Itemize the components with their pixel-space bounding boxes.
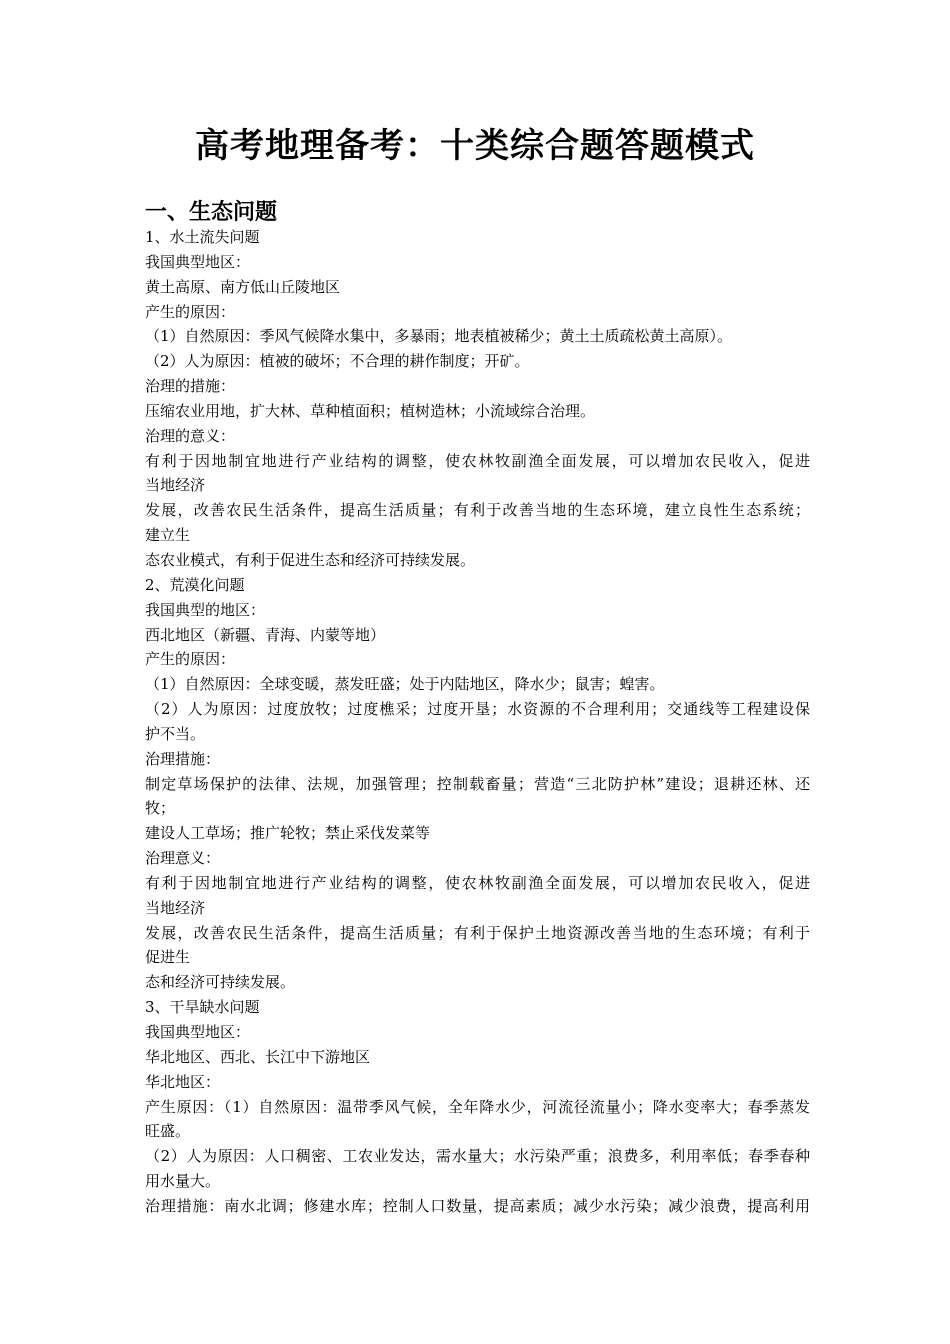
text-line: 态和经济可持续发展。 xyxy=(145,973,296,992)
text-line: 产生的原因： xyxy=(145,302,236,321)
text-line: 我国典型地区： xyxy=(145,252,251,271)
text-line: 治理意义： xyxy=(145,849,221,868)
text-line: 建立生 xyxy=(145,526,191,545)
text-line: 发展，改善农民生活条件，提高生活质量；有利于改善当地的生态环境，建立良性生态系统； xyxy=(145,501,810,520)
text-line: 当地经济 xyxy=(145,898,206,917)
text-line: 有利于因地制宜地进行产业结构的调整，使农林牧副渔全面发展，可以增加农民收入，促进 xyxy=(145,873,810,892)
text-line: 华北地区： xyxy=(145,1072,221,1091)
text-line: 1、水土流失问题 xyxy=(145,228,260,246)
text-line: 2、荒漠化问题 xyxy=(145,575,245,594)
text-line: 华北地区、西北、长江中下游地区 xyxy=(145,1047,371,1066)
text-line: 制定草场保护的法律、法规，加强管理；控制载畜量；营造“三北防护林”建设；退耕还林、还 xyxy=(145,774,810,793)
document-title: 高考地理备考：十类综合题答题模式 xyxy=(195,126,755,166)
text-line: （2）人为原因：人口稠密、工农业发达，需水量大；水污染严重；浪费多，利用率低；春季春种 xyxy=(145,1147,810,1166)
text-line: 建设人工草场；推广轮牧；禁止采伐发菜等 xyxy=(145,824,431,843)
text-line: 用水量大。 xyxy=(145,1172,221,1191)
text-line: 护不当。 xyxy=(145,724,206,743)
text-line: 旺盛。 xyxy=(145,1122,191,1141)
text-line: 我国典型的地区： xyxy=(145,600,266,619)
text-line: 黄土高原、南方低山丘陵地区 xyxy=(145,277,341,296)
text-line: 当地经济 xyxy=(145,476,206,495)
text-line: （1）自然原因：全球变暖，蒸发旺盛；处于内陆地区，降水少；鼠害；蝗害。 xyxy=(145,675,665,694)
text-line: 治理措施： xyxy=(145,749,221,768)
text-line: （2）人为原因：植被的破坏；不合理的耕作制度；开矿。 xyxy=(145,352,530,371)
text-line: 治理措施：南水北调；修建水库；控制人口数量，提高素质；减少水污染；减少浪费，提高利用 xyxy=(145,1196,810,1215)
section-heading: 一、生态问题 xyxy=(145,200,278,225)
text-line: 西北地区（新疆、青海、内蒙等地） xyxy=(145,625,386,644)
text-line: 3、干旱缺水问题 xyxy=(145,998,260,1017)
text-line: 促进生 xyxy=(145,948,191,967)
text-line: 态农业模式，有利于促进生态和经济可持续发展。 xyxy=(145,550,476,569)
text-line: 发展，改善农民生活条件，提高生活质量；有利于保护土地资源改善当地的生态环境；有利于 xyxy=(145,923,810,942)
text-line: 有利于因地制宜地进行产业结构的调整，使农林牧副渔全面发展，可以增加农民收入，促进 xyxy=(145,451,810,470)
text-line: 压缩农业用地，扩大林、草种植面积；植树造林；小流域综合治理。 xyxy=(145,401,596,420)
text-line: 我国典型地区： xyxy=(145,1023,251,1041)
text-line: 产生原因：（1）自然原因：温带季风气候，全年降水少，河流径流量小；降水变率大；春季蒸发 xyxy=(145,1097,810,1116)
document-body xyxy=(145,225,810,1219)
text-line: 治理的意义： xyxy=(145,426,236,445)
text-line: 治理的措施： xyxy=(145,377,236,396)
text-line: 牧； xyxy=(145,799,176,818)
text-line: （2）人为原因：过度放牧；过度樵采；过度开垦；水资源的不合理利用；交通线等工程建设保 xyxy=(145,700,810,719)
text-line: 产生的原因： xyxy=(145,650,236,669)
text-line: （1）自然原因：季风气候降水集中，多暴雨；地表植被稀少；黄土土质疏松黄土高原）。 xyxy=(145,327,733,346)
